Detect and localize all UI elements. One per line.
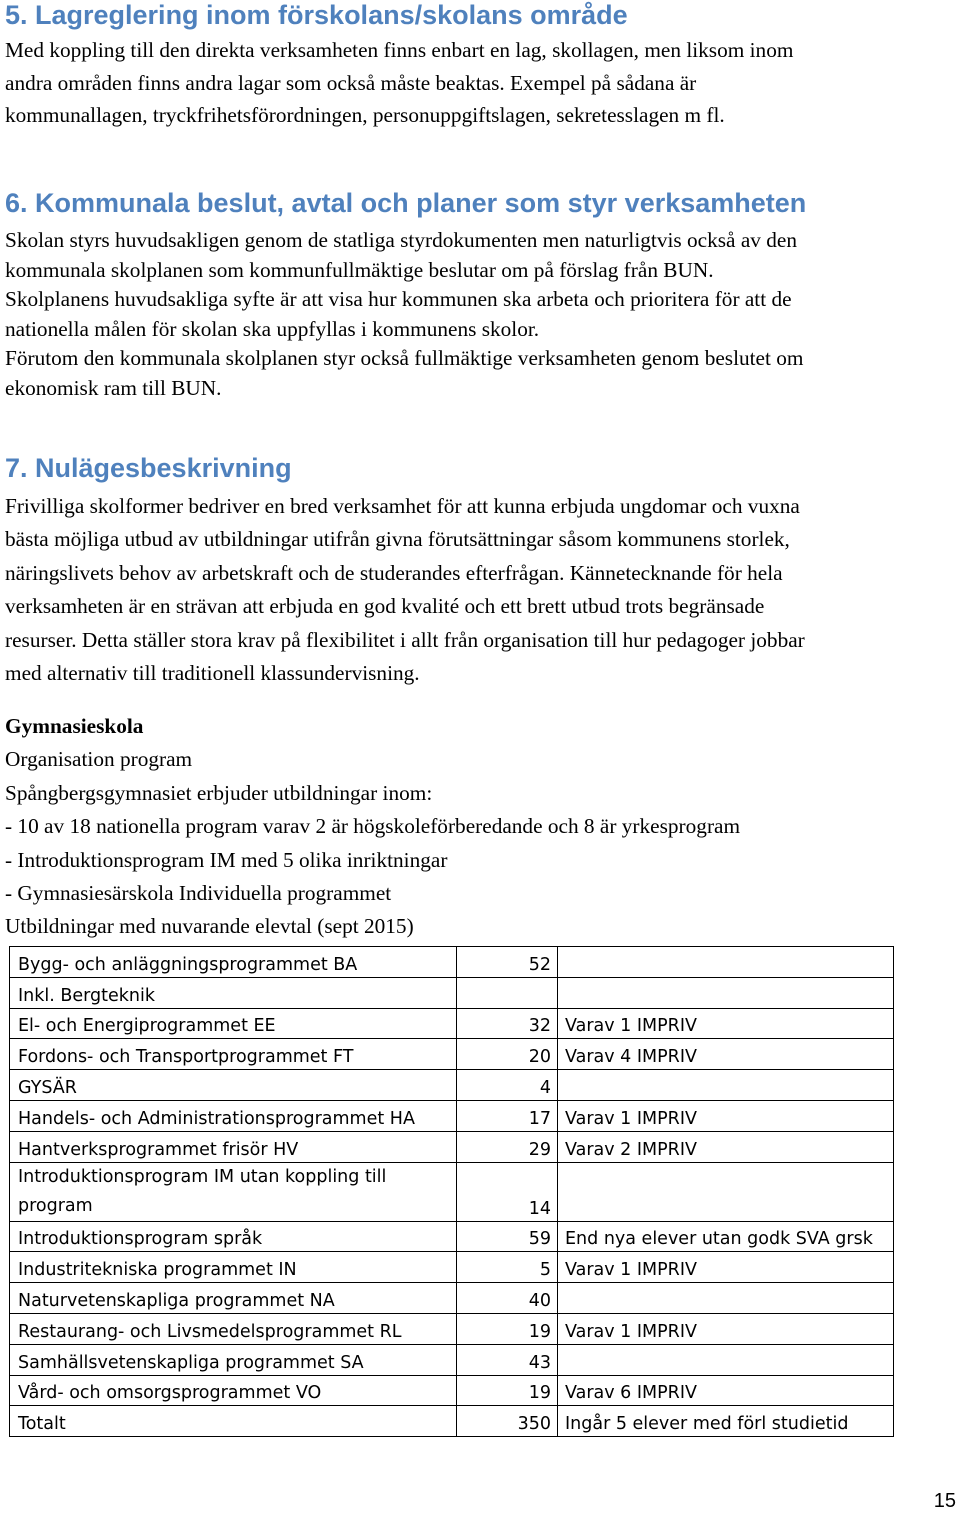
text-line: - 10 av 18 nationella program varav 2 är högskoleförberedande och 8 är yrkesprogram: [5, 814, 741, 839]
section-6-body: [5, 226, 803, 403]
table-row: [10, 1131, 894, 1162]
text-line: Organisation program: [5, 747, 193, 772]
count-cell-text: 52: [528, 954, 551, 975]
note-cell-text: Varav 1 IMPRIV: [565, 1108, 697, 1129]
text-line: Förutom den kommunala skolplanen styr också fullmäktige verksamheten genom beslutet om: [5, 346, 804, 370]
program-cell-text: GYSÄR: [18, 1077, 77, 1098]
text-line: med alternativ till traditionell klassundervisning.: [5, 661, 420, 686]
program-cell: [10, 1070, 457, 1101]
table-row: [10, 1344, 894, 1375]
table-row: [10, 1221, 894, 1252]
program-cell: [10, 1252, 457, 1283]
count-cell: [457, 1344, 558, 1375]
note-cell: [558, 947, 894, 978]
program-cell-text: Inkl. Bergteknik: [18, 985, 155, 1006]
text-line: nationella målen för skolan ska uppfyllas i kommunens skolor.: [5, 316, 540, 341]
text-line: Skolplanens huvudsakliga syfte är att visa hur kommunen ska arbeta och prioritera för att de: [5, 287, 792, 311]
count-cell: [457, 1131, 558, 1162]
count-cell-text: 19: [528, 1383, 551, 1404]
section-7-body: [5, 490, 805, 690]
count-cell-text: 5: [539, 1260, 551, 1281]
note-cell: [558, 1313, 894, 1344]
text-line: ekonomisk ram till BUN.: [5, 375, 222, 400]
note-cell: [558, 1375, 894, 1406]
program-cell: [10, 1221, 457, 1252]
note-cell: [558, 1406, 894, 1437]
table-row: [10, 947, 894, 978]
count-cell-text: 20: [528, 1047, 551, 1068]
note-cell: [558, 1221, 894, 1252]
program-cell: [10, 1406, 457, 1437]
page-number: 15: [933, 1490, 956, 1512]
table-row: [10, 1252, 894, 1283]
program-cell: [10, 1039, 457, 1070]
text-line: näringslivets behov av arbetskraft och de studerandes efterfrågan. Kännetecknande för hela: [5, 560, 783, 585]
program-cell-text: Fordons- och Transportprogrammet FT: [18, 1047, 354, 1068]
note-cell: [558, 1070, 894, 1101]
program-cell-text: Hantverksprogrammet frisör HV: [18, 1139, 299, 1160]
count-cell: [457, 1039, 558, 1070]
program-cell-text: Samhällsvetenskapliga programmet SA: [18, 1352, 364, 1373]
program-cell-text: Restaurang- och Livsmedelsprogrammet RL: [18, 1321, 402, 1342]
table-row: [10, 1039, 894, 1070]
program-cell: [10, 1375, 457, 1406]
program-cell-text: Naturvetenskapliga programmet NA: [18, 1290, 335, 1311]
count-cell: [457, 1070, 558, 1101]
text-line: andra områden finns andra lagar som också måste beaktas. Exempel på sådana är: [5, 70, 697, 95]
count-cell: [457, 1406, 558, 1437]
program-cell-text: Introduktionsprogram IM utan koppling till program: [18, 1166, 387, 1216]
program-cell: [10, 1100, 457, 1131]
section-6-heading: 6. Kommunala beslut, avtal och planer som styr verksamheten: [5, 188, 807, 218]
count-cell-text: 43: [528, 1352, 551, 1373]
text-line: kommunallagen, tryckfrihetsförordningen, personuppgiftslagen, sekretesslagen m fl.: [5, 103, 725, 127]
note-cell-text: Varav 1 IMPRIV: [565, 1260, 697, 1281]
program-cell-text: Vård- och omsorgsprogrammet VO: [18, 1383, 322, 1404]
text-line: Skolan styrs huvudsakligen genom de statliga styrdokumenten men naturligtvis också av den: [5, 228, 797, 252]
count-cell: [457, 1162, 558, 1221]
table-row: [10, 1283, 894, 1314]
gymnasieskola-title: Gymnasieskola: [5, 714, 144, 738]
text-line: - Introduktionsprogram IM med 5 olika inriktningar: [5, 847, 448, 872]
note-cell-text: Varav 6 IMPRIV: [565, 1383, 697, 1404]
table-row: [10, 1375, 894, 1406]
table-row: [10, 1406, 894, 1437]
table-row: [10, 1008, 894, 1039]
gymnasieskola-section: [5, 710, 740, 944]
text-line: bästa möjliga utbud av utbildningar utifrån givna förutsättningar såsom kommunens storlek,: [5, 527, 790, 552]
enrollment-table: [9, 946, 894, 1437]
program-cell: [10, 1162, 457, 1221]
count-cell-text: 4: [539, 1077, 551, 1098]
count-cell: [457, 1100, 558, 1131]
section-5-body: [5, 36, 793, 131]
count-cell: [457, 1252, 558, 1283]
note-cell: [558, 1283, 894, 1314]
program-cell: [10, 1283, 457, 1314]
text-line: - Gymnasiesärskola Individuella programmet: [5, 881, 392, 906]
program-cell-text: Bygg- och anläggningsprogrammet BA: [18, 954, 358, 975]
program-cell: [10, 1344, 457, 1375]
note-cell: [558, 1100, 894, 1131]
note-cell: [558, 1252, 894, 1283]
section-5-heading: 5. Lagreglering inom förskolans/skolans område: [5, 0, 628, 30]
note-cell: [558, 977, 894, 1008]
count-cell-text: 19: [528, 1321, 551, 1342]
count-cell: [457, 977, 558, 1008]
count-cell: [457, 1313, 558, 1344]
note-cell-text: Varav 1 IMPRIV: [565, 1321, 697, 1342]
program-cell-text: Industritekniska programmet IN: [18, 1260, 297, 1281]
program-cell-text: El- och Energiprogrammet EE: [18, 1016, 276, 1037]
note-cell-text: Ingår 5 elever med förl studietid: [565, 1414, 849, 1435]
note-cell-text: Varav 1 IMPRIV: [565, 1016, 697, 1037]
table-row: [10, 1070, 894, 1101]
text-line: Spångbergsgymnasiet erbjuder utbildningar inom:: [5, 780, 433, 805]
count-cell: [457, 1283, 558, 1314]
text-line: Med koppling till den direkta verksamheten finns enbart en lag, skollagen, men liksom inom: [5, 38, 794, 62]
program-cell-text: Introduktionsprogram språk: [18, 1229, 263, 1250]
note-cell-text: End nya elever utan godk SVA grsk: [565, 1229, 873, 1250]
table-row: [10, 1100, 894, 1131]
program-cell: [10, 947, 457, 978]
count-cell: [457, 1375, 558, 1406]
count-cell-text: 350: [517, 1414, 551, 1435]
note-cell: [558, 1131, 894, 1162]
table-row: [10, 1313, 894, 1344]
text-line: resurser. Detta ställer stora krav på flexibilitet i allt från organisation till hur pedagoger jobbar: [5, 627, 805, 652]
count-cell-text: 29: [528, 1139, 551, 1160]
note-cell-text: Varav 4 IMPRIV: [565, 1047, 697, 1068]
program-cell: [10, 1313, 457, 1344]
program-cell-text: Handels- och Administrationsprogrammet HA: [18, 1108, 415, 1129]
note-cell-text: Varav 2 IMPRIV: [565, 1139, 697, 1160]
note-cell: [558, 1344, 894, 1375]
program-cell-text: Totalt: [18, 1414, 66, 1435]
note-cell: [558, 1008, 894, 1039]
section-7-heading: 7. Nulägesbeskrivning: [5, 453, 292, 483]
count-cell-text: 17: [528, 1108, 551, 1129]
count-cell-text: 40: [528, 1290, 551, 1311]
count-cell: [457, 1221, 558, 1252]
program-cell: [10, 1008, 457, 1039]
text-line: verksamheten är en strävan att erbjuda en god kvalité och ett brett utbud trots begränsade: [5, 594, 765, 619]
text-line: Frivilliga skolformer bedriver en bred verksamhet för att kunna erbjuda ungdomar och vuxna: [5, 494, 800, 518]
count-cell: [457, 1008, 558, 1039]
note-cell: [558, 1039, 894, 1070]
program-cell: [10, 977, 457, 1008]
count-cell-text: 59: [528, 1229, 551, 1250]
text-line: kommunala skolplanen som kommunfullmäktige beslutar om på förslag från BUN.: [5, 257, 714, 282]
program-cell: [10, 1131, 457, 1162]
text-line: Utbildningar med nuvarande elevtal (sept 2015): [5, 914, 414, 939]
table-row: [10, 977, 894, 1008]
note-cell: [558, 1162, 894, 1221]
count-cell-text: 32: [528, 1016, 551, 1037]
table-row: [10, 1162, 894, 1221]
count-cell: [457, 947, 558, 978]
count-cell-text: 14: [528, 1198, 551, 1219]
